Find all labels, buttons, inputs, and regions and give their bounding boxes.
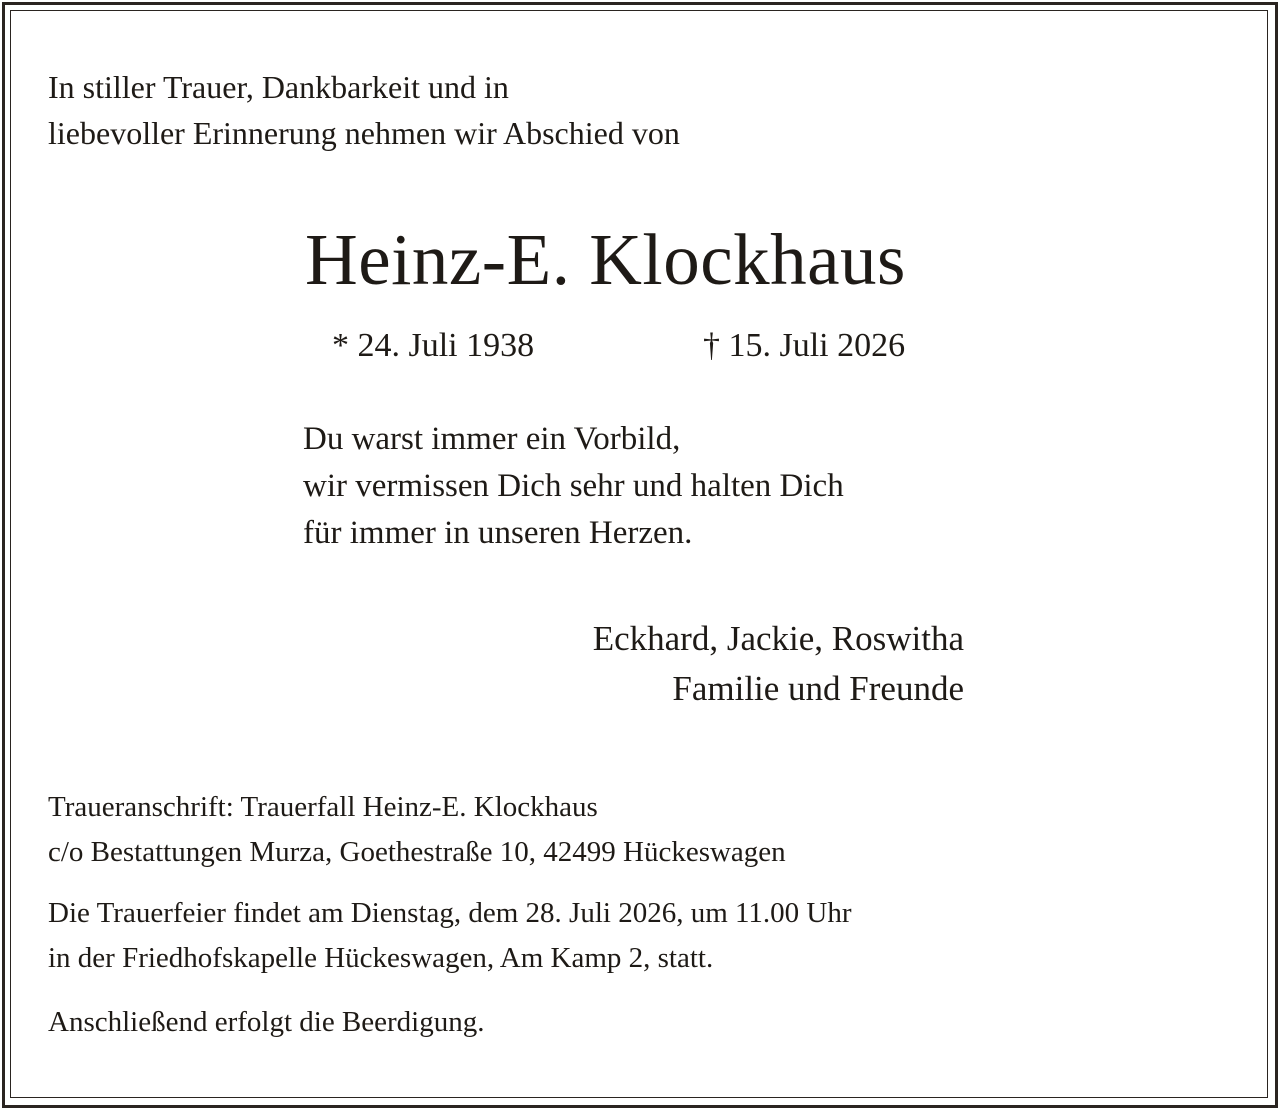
intro-text [48, 64, 680, 156]
signers-line-1: Eckhard, Jackie, Roswitha [592, 619, 964, 658]
signers-line-2: Familie und Freunde [672, 669, 964, 708]
intro-line-1: In stiller Trauer, Dankbarkeit und in [48, 69, 509, 105]
burial-info [48, 1000, 485, 1045]
death-date: † 15. Juli 2026 [703, 327, 906, 364]
mourners-signature [593, 614, 964, 714]
memorial-quote [303, 416, 844, 557]
mourning-address [48, 785, 786, 875]
address-line-1: Traueranschrift: Trauerfall Heinz-E. Klockhaus [48, 791, 598, 823]
funeral-line-2: in der Friedhofskapelle Hückeswagen, Am Kamp 2, statt. [48, 942, 714, 974]
address-line-2: c/o Bestattungen Murza, Goethestraße 10, 42499 Hückeswagen [48, 836, 786, 868]
intro-line-2: liebevoller Erinnerung nehmen wir Abschied von [48, 115, 680, 151]
burial-line-1: Anschließend erfolgt die Beerdigung. [48, 1006, 485, 1038]
quote-line-1: Du warst immer ein Vorbild, [303, 421, 681, 457]
funeral-info [48, 891, 852, 981]
birth-date: * 24. Juli 1938 [332, 327, 535, 364]
funeral-line-1: Die Trauerfeier findet am Dienstag, dem 28. Juli 2026, um 11.00 Uhr [48, 897, 852, 929]
deceased-name: Heinz-E. Klockhaus [305, 219, 906, 300]
quote-line-3: für immer in unseren Herzen. [303, 515, 693, 551]
quote-line-2: wir vermissen Dich sehr und halten Dich [303, 468, 844, 504]
